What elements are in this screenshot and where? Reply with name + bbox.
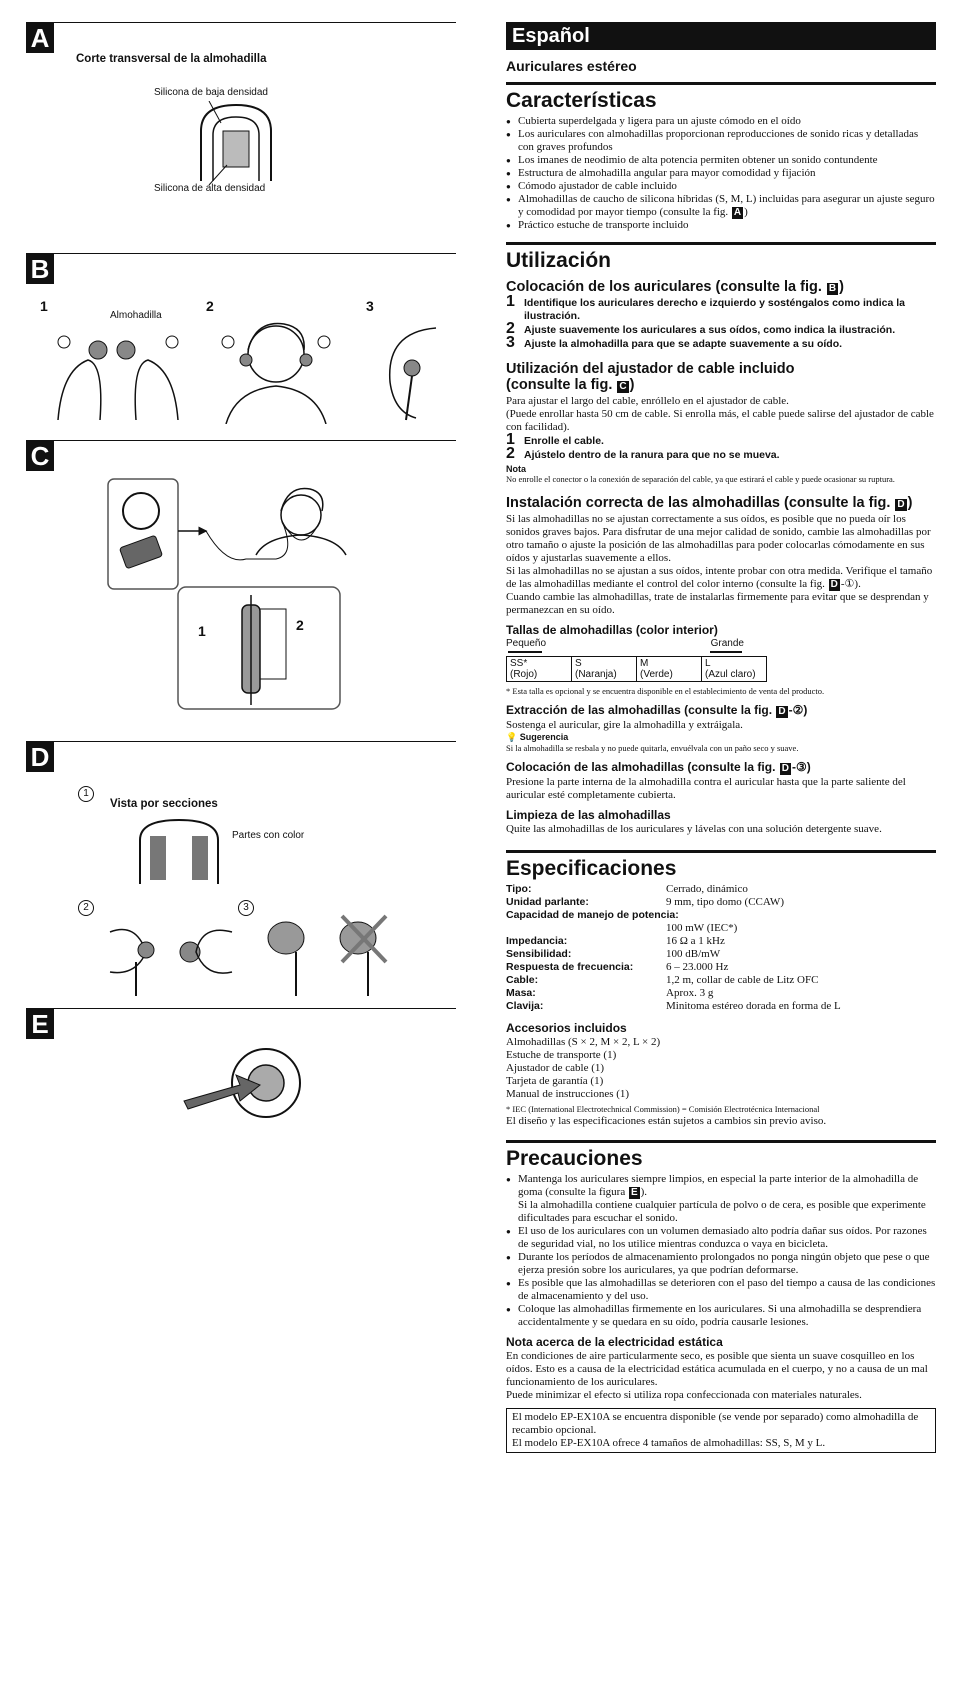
size-color: (Naranja) bbox=[575, 669, 617, 680]
spec-value: 100 mW (IEC*) bbox=[666, 922, 738, 934]
install-text: Cuando cambie las almohadillas, trate de instalarlas firmemente para evitar que se desprendan y permanezcan en su oído. bbox=[506, 591, 929, 616]
spec-value: 100 dB/mW bbox=[666, 948, 721, 960]
size-arrow-icon bbox=[506, 649, 744, 655]
text: Mantenga los auriculares siempre limpios, en especial la parte interior de la almohadilla de goma (consulte la figura bbox=[518, 1173, 919, 1198]
figure-d-header bbox=[26, 741, 456, 772]
accessory-item: Tarjeta de garantía (1) bbox=[506, 1075, 604, 1087]
cable-adjuster-heading bbox=[506, 361, 936, 393]
figure-a-caption: Corte transversal de la almohadilla bbox=[76, 53, 267, 65]
spec-key: Cable: bbox=[506, 974, 539, 986]
features-list bbox=[506, 115, 936, 232]
text: ). bbox=[640, 1186, 648, 1198]
spec-value: Cerrado, dinámico bbox=[666, 883, 748, 895]
placement-heading bbox=[506, 279, 936, 295]
feature-item: ● Los imanes de neodimio de alta potencia permiten obtener un sonido contundente bbox=[506, 154, 936, 167]
spec-key: Tipo: bbox=[506, 883, 532, 895]
size-code: SS* bbox=[510, 658, 528, 669]
precaution-item: ● Coloque las almohadillas firmemente en los auriculares. Si una almohadilla se desprendiera accidentalmente y se quedara en su oído, podría causarle lesiones. bbox=[506, 1303, 936, 1329]
paren: ) bbox=[629, 377, 635, 393]
size-code: L bbox=[705, 658, 711, 669]
spec-value: Minitoma estéreo dorada en forma de L bbox=[666, 1000, 841, 1012]
features-heading: Características bbox=[506, 82, 936, 113]
spec-key: Impedancia: bbox=[506, 935, 568, 947]
accessory-item: Manual de instrucciones (1) bbox=[506, 1088, 630, 1100]
text: Si las almohadillas no se ajustan a sus oídos, intente probar con otra medida. Verifique el tamaño de las almohadillas mediante el control del color interno (consulte la fig. bbox=[506, 565, 933, 590]
heading-text: Extracción de las almohadillas (consulte la fig. bbox=[506, 703, 776, 717]
figure-a-letter: A bbox=[26, 23, 54, 53]
size-small-label: Pequeño bbox=[506, 638, 547, 649]
cable-adjuster-illustration bbox=[106, 475, 436, 715]
step-text: Ajuste la almohadilla para que se adapte suavemente a su oído. bbox=[524, 338, 843, 350]
size-scale bbox=[506, 638, 744, 654]
step-text: Ajústelo dentro de la ranura para que no se mueva. bbox=[524, 449, 780, 461]
figure-d-circle-1: 1 bbox=[78, 786, 94, 802]
precautions-list bbox=[506, 1173, 936, 1329]
spec-key: Capacidad de manejo de potencia: bbox=[506, 909, 679, 921]
step-number: 3 bbox=[506, 334, 515, 351]
figure-d-circle-3: 3 bbox=[238, 900, 254, 916]
size-cell bbox=[702, 657, 767, 682]
iec-footnote: * IEC (International Electrotechnical Commission) = Comisión Electrotécnica Internacional bbox=[506, 1104, 820, 1114]
figure-b bbox=[26, 284, 456, 434]
figure-b-letter: B bbox=[26, 254, 54, 284]
lightbulb-icon: 💡 bbox=[506, 732, 518, 742]
static-text: Puede minimizar el efecto si utiliza ropa confeccionada con materiales naturales. bbox=[506, 1389, 862, 1401]
heading-text: Colocación de los auriculares (consulte la fig. bbox=[506, 279, 826, 295]
accessory-item: Almohadillas (S × 2, M × 2, L × 2) bbox=[506, 1036, 661, 1048]
usage-step bbox=[506, 293, 936, 323]
attach-text: Presione la parte interna de la almohadilla contra el auricular hasta que la parte saliente del auricular esté completamente cubierta. bbox=[506, 776, 906, 801]
product-name: Auriculares estéreo bbox=[506, 58, 637, 74]
step-number: 1 bbox=[506, 293, 515, 310]
spec-key: Clavija: bbox=[506, 1000, 544, 1012]
specs-heading: Especificaciones bbox=[506, 850, 936, 881]
model-note-line: El modelo EP-EX10A ofrece 4 tamaños de almohadillas: SS, S, M y L. bbox=[512, 1437, 826, 1449]
circle-ref: -①). bbox=[840, 578, 861, 590]
figure-a bbox=[26, 53, 456, 243]
spec-row bbox=[506, 961, 936, 974]
figure-e-header bbox=[26, 1008, 456, 1039]
hands-holding-earphones-illustration bbox=[48, 320, 188, 420]
clean-heading: Limpieza de las almohadillas bbox=[506, 808, 671, 822]
figure-b-header bbox=[26, 253, 456, 284]
circle-ref: -③) bbox=[791, 760, 811, 774]
usage-heading: Utilización bbox=[506, 242, 936, 273]
heading-text: Colocación de las almohadillas (consulte la fig. bbox=[506, 760, 779, 774]
step-number: 2 bbox=[506, 445, 515, 462]
earpiece-section-view-illustration bbox=[134, 818, 224, 888]
feature-item: ● Estructura de almohadilla angular para mayor comodidad y fijación bbox=[506, 167, 936, 180]
accessories-heading: Accesorios incluidos bbox=[506, 1021, 627, 1035]
label-almohadilla: Almohadilla bbox=[110, 310, 162, 321]
figure-ref: D bbox=[830, 579, 838, 590]
precaution-item bbox=[506, 1173, 936, 1225]
feature-item: ● Cómodo ajustador de cable incluido bbox=[506, 180, 936, 193]
label-low-density: Silicona de baja densidad bbox=[154, 87, 268, 98]
figure-ref: D bbox=[778, 706, 786, 717]
spec-value: Aprox. 3 g bbox=[666, 987, 714, 999]
heading-line-2: (consulte la fig. bbox=[506, 377, 617, 393]
spec-value: 9 mm, tipo domo (CCAW) bbox=[666, 896, 784, 908]
figure-b-step-1: 1 bbox=[40, 298, 48, 314]
spec-row bbox=[506, 922, 936, 935]
figure-ref: E bbox=[630, 1187, 638, 1198]
figure-a-header bbox=[26, 22, 456, 53]
attach-heading bbox=[506, 760, 936, 775]
size-cell bbox=[572, 657, 637, 682]
figure-ref: D bbox=[897, 499, 905, 510]
step-text: Ajuste suavemente los auriculares a sus oídos, como indica la ilustración. bbox=[524, 324, 896, 336]
person-wearing-earphones-illustration bbox=[206, 314, 346, 424]
note-text: No enrolle el conector o la conexión de separación del cable, ya que estirará el cable y puede ocasionar su ruptura. bbox=[506, 474, 895, 484]
size-color: (Verde) bbox=[640, 669, 673, 680]
heading-line-1: Utilización del ajustador de cable incluido bbox=[506, 361, 795, 377]
accessory-item: Estuche de transporte (1) bbox=[506, 1049, 617, 1061]
install-text bbox=[506, 565, 936, 591]
clean-text: Quite las almohadillas de los auriculares y lávelas con una solución detergente suave. bbox=[506, 823, 882, 835]
spec-row bbox=[506, 974, 936, 987]
figure-c-letter: C bbox=[26, 441, 54, 471]
size-color: (Rojo) bbox=[510, 669, 538, 680]
feature-item: ● Los auriculares con almohadillas proporcionan reproducciones de sonido ricas y detalladas con graves profundos bbox=[506, 128, 936, 154]
heading-text: Instalación correcta de las almohadillas (consulte la fig. bbox=[506, 495, 895, 511]
figure-d-letter: D bbox=[26, 742, 54, 772]
extract-heading bbox=[506, 703, 936, 718]
spec-row bbox=[506, 948, 936, 961]
size-large-label: Grande bbox=[710, 638, 744, 649]
size-cell bbox=[507, 657, 572, 682]
spec-key: Masa: bbox=[506, 987, 536, 999]
spec-value: 16 Ω a 1 kHz bbox=[666, 935, 725, 947]
accessory-item: Ajustador de cable (1) bbox=[506, 1062, 605, 1074]
figure-d-circle-2: 2 bbox=[78, 900, 94, 916]
usage-step bbox=[506, 334, 936, 351]
precautions-heading: Precauciones bbox=[506, 1140, 936, 1171]
size-table bbox=[506, 656, 767, 682]
spec-row bbox=[506, 909, 936, 922]
label-partes-con-color: Partes con color bbox=[232, 830, 305, 841]
step-text: Identifique los auriculares derecho e izquierdo y sosténgalos como indica la ilustración. bbox=[524, 297, 906, 322]
model-note-box bbox=[506, 1408, 936, 1453]
figure-b-step-3: 3 bbox=[366, 298, 374, 314]
size-color: (Azul claro) bbox=[705, 669, 756, 680]
figure-b-step-2: 2 bbox=[206, 298, 214, 314]
spec-row bbox=[506, 896, 936, 909]
spec-key bbox=[506, 922, 666, 935]
cable-adjuster-text: (Puede enrollar hasta 50 cm de cable. Si enrolla más, el cable puede salirse del ajustador de cable con facilidad). bbox=[506, 408, 934, 433]
static-text: En condiciones de aire particularmente seco, es posible que sienta un suave cosquilleo en los oídos. Esto es a causa de la electricidad estática acumulada en el cuerpo, y no a causa de un mal funcionamiento de los auriculares. bbox=[506, 1350, 928, 1388]
size-footnote: * Esta talla es opcional y se encuentra disponible en el establecimiento de venta del producto. bbox=[506, 686, 825, 696]
spec-value: 6 – 23.000 Hz bbox=[666, 961, 729, 973]
figure-e bbox=[26, 1039, 456, 1129]
figure-e-letter: E bbox=[26, 1009, 54, 1039]
spec-row bbox=[506, 987, 936, 1000]
spec-key: Unidad parlante: bbox=[506, 896, 589, 908]
step-text: Enrolle el cable. bbox=[524, 435, 604, 447]
figure-c-num-1: 1 bbox=[198, 623, 206, 639]
feature-item bbox=[506, 193, 936, 219]
ear-closeup-illustration bbox=[376, 322, 446, 422]
figure-ref: C bbox=[619, 381, 627, 392]
feature-item: ● Cubierta superdelgada y ligera para un ajuste cómodo en el oído bbox=[506, 115, 936, 128]
figure-c bbox=[26, 471, 456, 721]
install-text: Si las almohadillas no se ajustan correctamente a sus oídos, es posible que no pueda oír los sonidos graves bajos. Para disfrutar de una mejor calidad de sonido, cambie las almohadillas por otro tamaño o ajuste la posición de las almohadillas para poder colocarlas cómodamente en sus oídos y ajustarlas suavemente a ellos. bbox=[506, 513, 931, 564]
note-label: Nota bbox=[506, 464, 526, 474]
attaching-earpiece-illustration bbox=[258, 912, 398, 996]
specs-table bbox=[506, 883, 936, 1013]
model-note-line: El modelo EP-EX10A se encuentra disponible (se vende por separado) como almohadilla de recambio opcional. bbox=[512, 1411, 919, 1436]
precaution-item: ● Durante los períodos de almacenamiento prolongados no ponga ningún objeto que pese o que ejerza presión sobre los auriculares, ya que podrían deformarse. bbox=[506, 1251, 936, 1277]
hint-text: Si la almohadilla se resbala y no puede quitarla, envuélvala con un paño seco y suave. bbox=[506, 743, 799, 753]
usage-step bbox=[506, 320, 936, 337]
paren: ) bbox=[744, 206, 748, 218]
spec-value: 1,2 m, collar de cable de Litz OFC bbox=[666, 974, 819, 986]
circle-ref: -②) bbox=[788, 703, 808, 717]
size-code: M bbox=[640, 658, 649, 669]
figure-ref: B bbox=[828, 283, 837, 294]
spec-change-notice: El diseño y las especificaciones están sujetos a cambios sin previo aviso. bbox=[506, 1115, 827, 1127]
figure-d-caption: Vista por secciones bbox=[110, 798, 218, 810]
install-heading bbox=[506, 495, 936, 511]
accessories-list bbox=[506, 1036, 936, 1101]
text-column bbox=[506, 22, 936, 1453]
spec-row bbox=[506, 883, 936, 896]
precaution-item: ● El uso de los auriculares con un volumen demasiado alto podría dañar sus oídos. Por razones de seguridad vial, no los utilice mientras conduzca o vaya en bicicleta. bbox=[506, 1225, 936, 1251]
hint-heading bbox=[506, 732, 936, 743]
figure-ref: A bbox=[733, 207, 742, 218]
feature-text: Almohadillas de caucho de silicona híbridas (S, M, L) incluidas para asegurar un ajuste seguro y comodidad por mayor tiempo (consulte la fig. bbox=[518, 193, 935, 218]
feature-item: ● Práctico estuche de transporte incluido bbox=[506, 219, 936, 232]
spec-row bbox=[506, 1000, 936, 1013]
size-code: S bbox=[575, 658, 582, 669]
precaution-item: ● Es posible que las almohadillas se deterioren con el paso del tiempo a causa de las condiciones de almacenamiento y del uso. bbox=[506, 1277, 936, 1303]
figures-column bbox=[26, 22, 456, 1129]
hint-label: Sugerencia bbox=[519, 732, 569, 742]
text: Si la almohadilla contiene cualquier partícula de polvo o de cera, es posible que experimente dificultades para escuchar el sonido. bbox=[518, 1199, 926, 1224]
size-cell bbox=[637, 657, 702, 682]
cable-adjuster-text: Para ajustar el largo del cable, enróllelo en el ajustador de cable. bbox=[506, 395, 789, 407]
figure-ref: D bbox=[781, 763, 789, 774]
language-heading: Español bbox=[506, 22, 936, 50]
static-heading: Nota acerca de la electricidad estática bbox=[506, 1335, 723, 1349]
spec-key: Sensibilidad: bbox=[506, 948, 572, 960]
paren: ) bbox=[839, 279, 844, 295]
sizes-heading: Tallas de almohadillas (color interior) bbox=[506, 623, 718, 637]
figure-c-header bbox=[26, 440, 456, 471]
step-number: 1 bbox=[506, 431, 515, 448]
earpiece-cleaning-illustration bbox=[176, 1043, 316, 1123]
label-high-density: Silicona de alta densidad bbox=[154, 183, 266, 194]
adjuster-step bbox=[506, 431, 936, 448]
step-number: 2 bbox=[506, 320, 515, 337]
spec-key: Respuesta de frecuencia: bbox=[506, 961, 634, 973]
removing-earpiece-illustration bbox=[106, 912, 236, 996]
spec-row bbox=[506, 935, 936, 948]
figure-c-num-2: 2 bbox=[296, 617, 304, 633]
paren: ) bbox=[907, 495, 913, 511]
adjuster-step bbox=[506, 445, 936, 462]
earpiece-cross-section-illustration bbox=[191, 101, 281, 187]
extract-text: Sostenga el auricular, gire la almohadilla y extráigala. bbox=[506, 719, 743, 731]
figure-d bbox=[26, 772, 456, 998]
